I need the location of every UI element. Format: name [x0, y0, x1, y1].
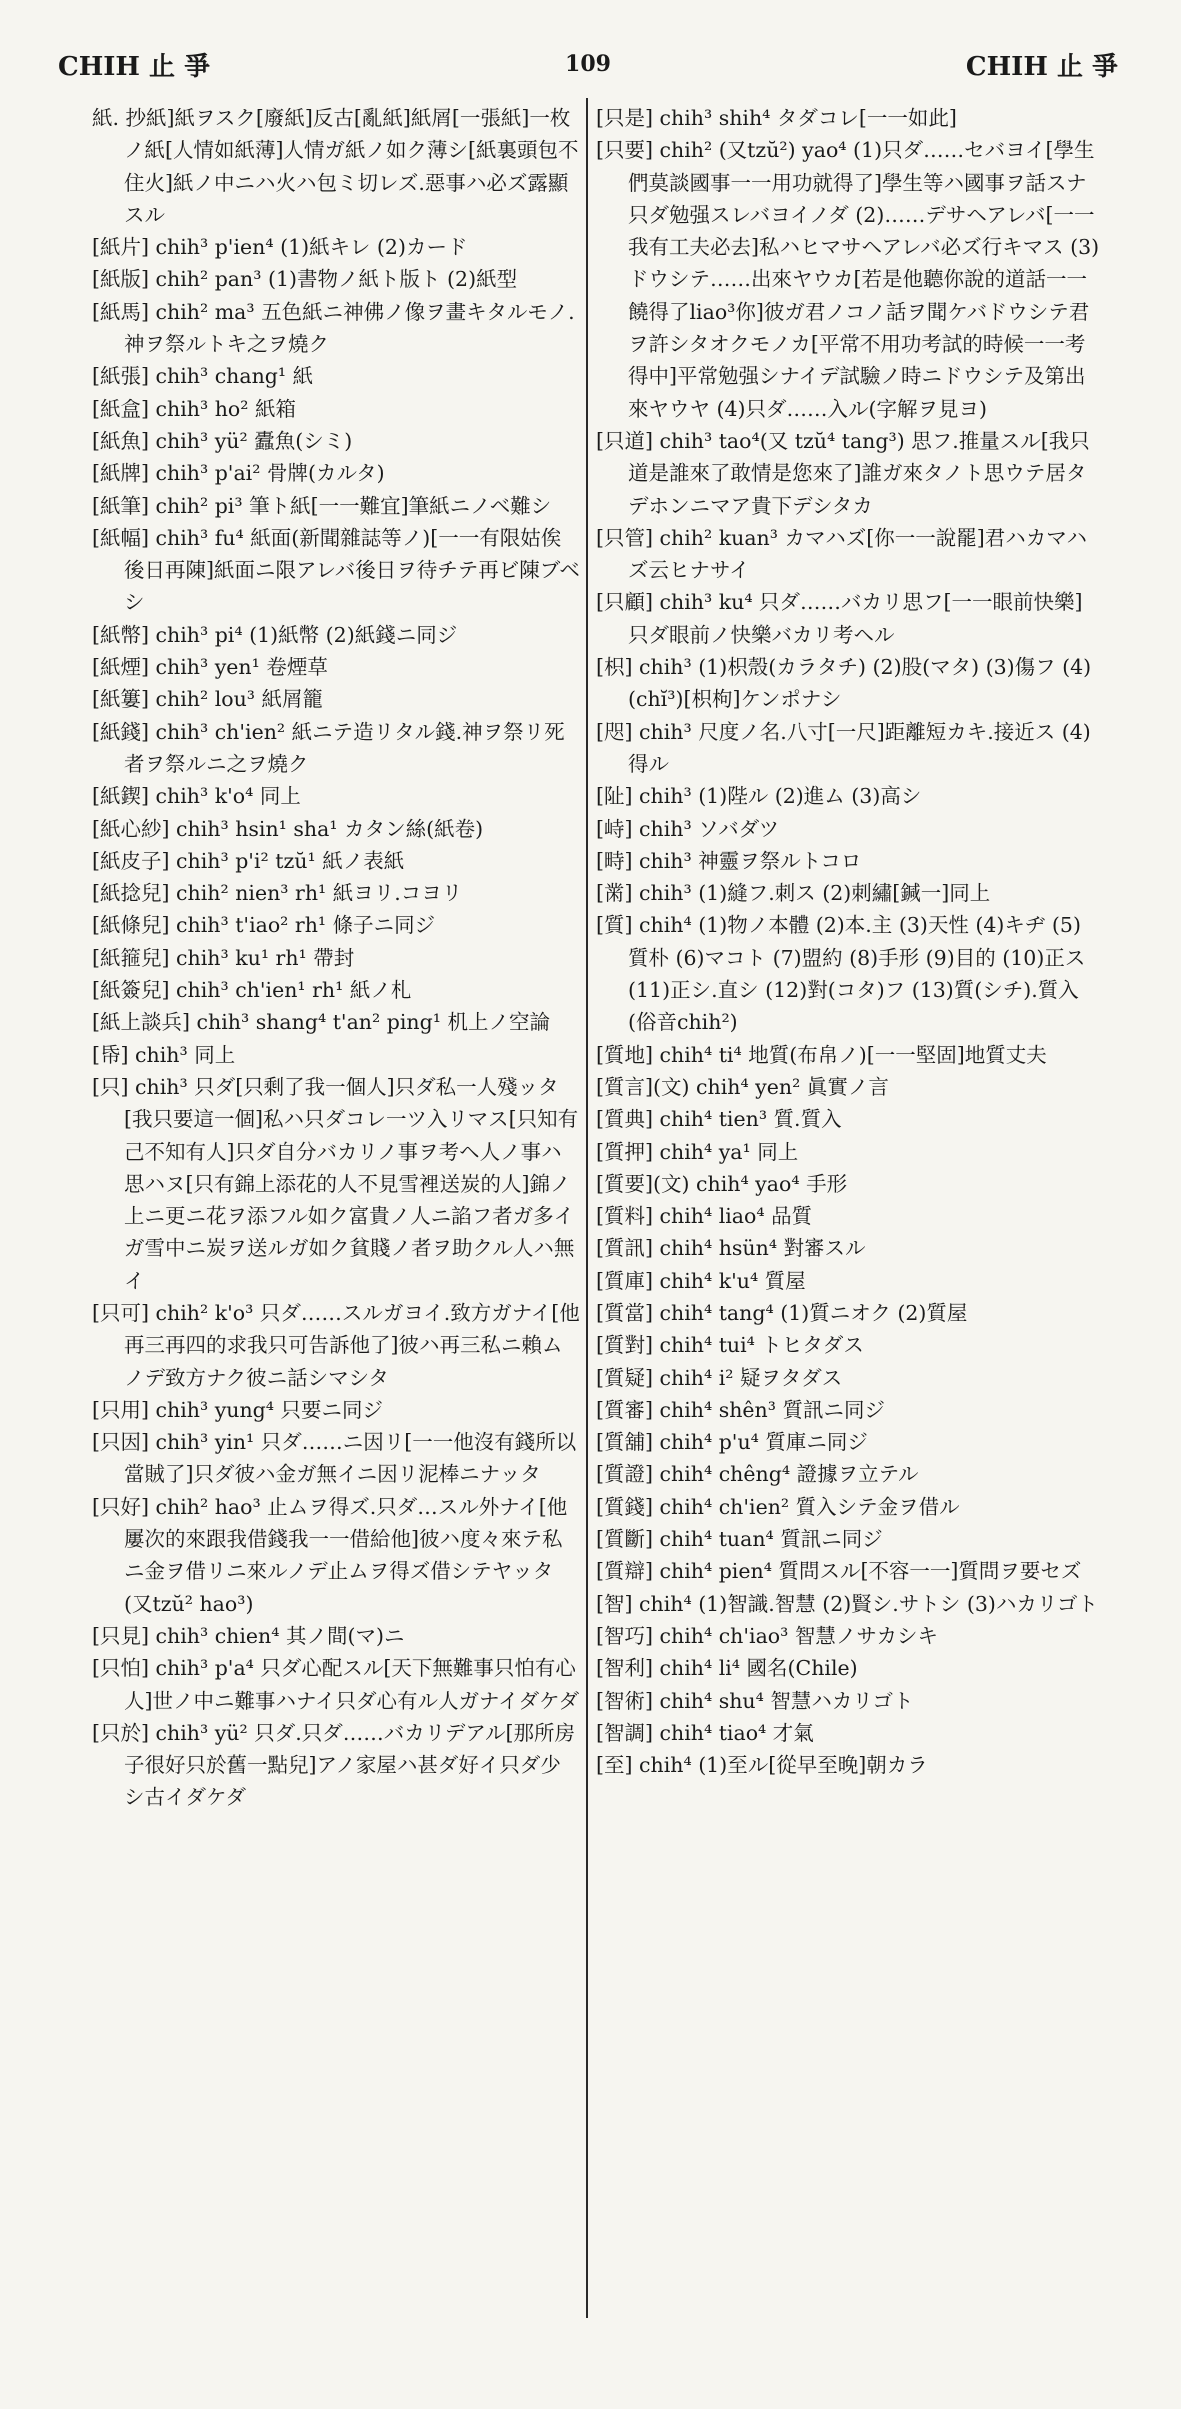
dictionary-entry: [紙片] chih³ p'ien⁴ (1)紙キレ (2)カード — [92, 235, 468, 260]
dictionary-entry: [只可] chih² k'o³ 只ダ……スルガヨイ.致方ガナイ[他再三再四的求我只可告訴他了]彼ハ再三私ニ賴ムノデ致方ナク彼ニ話シマシタ — [92, 1300, 580, 1390]
dictionary-entry: [質辯] chih⁴ pien⁴ 質問スル[不容一一]質問ヲ要セズ — [596, 1559, 1082, 1584]
dictionary-entry: [質庫] chih⁴ k'u⁴ 質屋 — [596, 1268, 806, 1293]
dictionary-entry: [質訊] chih⁴ hsün⁴ 對審スル — [596, 1236, 866, 1261]
dictionary-entry: [只怕] chih³ p'a⁴ 只ダ心配スル[天下無難事只怕有心人]世ノ中ニ難事ハナイ只ダ心有ル人ガナイダケダ — [92, 1656, 580, 1713]
dictionary-entry: [紙筆] chih² pi³ 筆ト紙[一一難宜]筆紙ニノベ難シ — [92, 493, 552, 518]
dictionary-entry: [峙] chih³ ソバダツ — [596, 816, 780, 841]
dictionary-entry: [紙鍥] chih³ k'o⁴ 同上 — [92, 784, 301, 809]
dictionary-entry: [紙簽兒] chih³ ch'ien¹ rh¹ 紙ノ札 — [92, 978, 412, 1003]
dictionary-entry: [黹] chih³ (1)縫フ.刺ス (2)刺繡[鍼一]同上 — [596, 881, 991, 906]
dictionary-entry: [質斷] chih⁴ tuan⁴ 質訊ニ同ジ — [596, 1527, 883, 1552]
dictionary-entry: [紙箍兒] chih³ ku¹ rh¹ 帶封 — [92, 945, 355, 970]
dictionary-entry: [紙心紗] chih³ hsin¹ sha¹ カタン絲(紙卷) — [92, 816, 484, 841]
column-divider — [586, 98, 588, 2318]
dictionary-entry: [質言](文) chih⁴ yen² 眞實ノ言 — [596, 1074, 889, 1099]
dictionary-entry: [紙煙] chih³ yen¹ 卷煙草 — [92, 655, 328, 680]
dictionary-entry: [智調] chih⁴ tiao⁴ 才氣 — [596, 1720, 814, 1745]
dictionary-entry: [只是] chih³ shih⁴ タダコレ[一一如此] — [596, 106, 957, 130]
dictionary-entry: [紙魚] chih³ yü² 蠹魚(シミ) — [92, 428, 353, 453]
page-header — [58, 44, 1118, 84]
dictionary-entry: [至] chih⁴ (1)至ル[從早至晚]朝カラ — [596, 1753, 928, 1778]
dictionary-entry: [只管] chih² kuan³ カマハズ[你一一說罷]君ハカマハズ云ヒナサイ — [596, 525, 1088, 583]
dictionary-entry: [紙幅] chih³ fu⁴ 紙面(新聞雜誌等ノ)[一一有限姑俟後日再陳]紙面ニ限アレバ後日ヲ待チテ再ビ陳ブベシ — [92, 525, 580, 615]
header-left: CHIH 止 爭 — [58, 51, 211, 82]
dictionary-entry: [質要](文) chih⁴ yao⁴ 手形 — [596, 1171, 848, 1196]
dictionary-entry: [只用] chih³ yung⁴ 只要ニ同ジ — [92, 1397, 384, 1422]
header-right: CHIH 止 爭 — [965, 51, 1118, 82]
dictionary-entry: [紙錢] chih³ ch'ien² 紙ニテ造リタル錢.神ヲ祭リ死者ヲ祭ルニ之ヲ燒ク — [92, 719, 565, 776]
dictionary-entry: [枳] chih³ (1)枳殼(カラタチ) (2)股(マタ) (3)傷フ (4)(chĭ³)[枳枸]ケンポナシ — [596, 655, 1092, 712]
dictionary-entry: [紙上談兵] chih³ shang⁴ t'an² ping¹ 机上ノ空論 — [92, 1010, 550, 1035]
dictionary-entry: [紙牌] chih³ p'ai² 骨牌(カルタ) — [92, 461, 385, 486]
dictionary-entry: [只見] chih³ chien⁴ 其ノ間(マ)ニ — [92, 1623, 405, 1648]
dictionary-entry: [只顧] chih³ ku⁴ 只ダ……バカリ思フ[一一眼前快樂]只ダ眼前ノ快樂バカリ考ヘル — [596, 590, 1083, 647]
dictionary-entry: [質對] chih⁴ tui⁴ トヒタダス — [596, 1333, 864, 1358]
dictionary-entry: [質錢] chih⁴ ch'ien² 質入シテ金ヲ借ル — [596, 1494, 960, 1519]
dictionary-entry: [紙馬] chih² ma³ 五色紙ニ神佛ノ像ヲ畫キタルモノ.神ヲ祭ルトキ之ヲ燒ク — [92, 299, 575, 357]
dictionary-entry: [畤] chih³ 神靈ヲ祭ルトコロ — [596, 848, 862, 873]
dictionary-entry: [紙捻兒] chih² nien³ rh¹ 紙ヨリ.コヨリ — [92, 881, 463, 906]
dictionary-entry: [質舖] chih⁴ p'u⁴ 質庫ニ同ジ — [596, 1430, 868, 1455]
dictionary-entry: [只好] chih² hao³ 止ムヲ得ズ.只ダ…スル外ナイ[他屢次的來跟我借錢我一一借給他]彼ハ度々來テ私ニ金ヲ借リニ來ルノデ止ムヲ得ズ借シテヤッタ(又tzŭ² hao³) — [92, 1494, 568, 1616]
dictionary-entry: [質審] chih⁴ shên³ 質訊ニ同ジ — [596, 1397, 885, 1422]
dictionary-entry: [質證] chih⁴ chêng⁴ 證據ヲ立テル — [596, 1462, 919, 1487]
page-number: 109 — [565, 51, 611, 77]
dictionary-entry: [智巧] chih⁴ ch'iao³ 智慧ノサカシキ — [596, 1623, 938, 1648]
dictionary-entry: [質地] chih⁴ ti⁴ 地質(布帛ノ)[一一堅固]地質丈夫 — [596, 1042, 1047, 1067]
dictionary-entry: 紙. 抄紙]紙ヲスク[廢紙]反古[亂紙]紙屑[一張紙]一枚ノ紙[人情如紙薄]人情ガ紙ノ如ク薄シ[紙裏頭包不住火]紙ノ中ニハ火ハ包ミ切レズ.惡事ハ必ズ露顯スル — [92, 106, 579, 227]
dictionary-entry: [紙版] chih² pan³ (1)書物ノ紙ト版ト (2)紙型 — [92, 267, 518, 292]
dictionary-entry: [質當] chih⁴ tang⁴ (1)質ニオク (2)質屋 — [596, 1300, 968, 1325]
dictionary-entry: [阯] chih³ (1)陛ル (2)進ム (3)高シ — [596, 784, 922, 809]
dictionary-entry: [質] chih⁴ (1)物ノ本體 (2)本.主 (3)天性 (4)キヂ (5)質朴 (6)マコト (7)盟約 (8)手形 (9)目的 (10)正ス (11)正シ.直シ (12)對(コタ)フ (13)質(シチ).質入(俗音chih²) — [596, 913, 1086, 1035]
dictionary-entry: [質典] chih⁴ tien³ 質.質入 — [596, 1107, 842, 1132]
dictionary-entry: [只] chih³ 只ダ[只剩了我一個人]只ダ私一人殘ッタ[我只要這一個]私ハ只ダコレ一ツ入リマス[只知有己不知有人]只ダ自分バカリノ事ヲ考ヘ人ノ事ハ思ハヌ[只有錦上添花的人不見雪裡送炭的人]錦ノ上ニ更ニ花ヲ添フル如ク富貴ノ人ニ諂フ者ガ多イガ雪中ニ炭ヲ送ルガ如ク貧賤ノ者ヲ助クル人ハ無イ — [92, 1074, 579, 1293]
dictionary-entry: [紙簍] chih² lou³ 紙屑籠 — [92, 687, 324, 712]
left-column — [92, 102, 580, 2382]
dictionary-entry: [質押] chih⁴ ya¹ 同上 — [596, 1139, 799, 1164]
dictionary-entry: [紙盒] chih³ ho² 紙箱 — [92, 396, 296, 421]
dictionary-entry: [咫] chih³ 尺度ノ名.八寸[一尺]距離短カキ.接近ス (4)得ル — [596, 719, 1091, 776]
dictionary-entry: [智利] chih⁴ li⁴ 國名(Chile) — [596, 1656, 858, 1681]
dictionary-entry: [只道] chih³ tao⁴(又 tzŭ⁴ tang³) 思フ.推量スル[我只道是誰來了敢情是您來了]誰ガ來タノト思ウテ居タデホンニマア貴下デシタカ — [596, 428, 1090, 518]
dictionary-entry: [只要] chih² (又tzŭ²) yao⁴ (1)只ダ……セバヨイ[學生們莫談國事一一用功就得了]學生等ハ國事ヲ話スナ只ダ勉强スレバヨイノダ (2)……デサヘアレバ[一一我有工夫必去]私ハヒマサヘアレバ必ズ行キマス (3)ドウシテ……出來ヤウカ[若是他聽你說的道話一一饒得了liao³你]彼ガ君ノコノ話ヲ聞ケバドウシテ君ヲ許シタオクモノカ[平常不用功考試的時候一一考得中]平常勉强シナイデ試驗ノ時ニドウシテ及第出來ヤウヤ (4)只ダ……入ル(字解ヲ見ヨ) — [596, 138, 1100, 421]
dictionary-entry: [質料] chih⁴ liao⁴ 品質 — [596, 1204, 813, 1229]
dictionary-entry: [只因] chih³ yin¹ 只ダ……ニ因リ[一一他沒有錢所以當賊了]只ダ彼ハ金ガ無イニ因リ泥棒ニナッタ — [92, 1430, 577, 1487]
dictionary-entry: [紙幣] chih³ pi⁴ (1)紙幣 (2)紙錢ニ同ジ — [92, 622, 458, 647]
dictionary-entry: [紙條兒] chih³ t'iao² rh¹ 條子ニ同ジ — [92, 913, 436, 938]
dictionary-entry: [帋] chih³ 同上 — [92, 1042, 236, 1067]
dictionary-entry: [智] chih⁴ (1)智識.智慧 (2)賢シ.サトシ (3)ハカリゴト — [596, 1591, 1098, 1616]
dictionary-entry: [智術] chih⁴ shu⁴ 智慧ハカリゴト — [596, 1688, 914, 1713]
dictionary-entry: [質疑] chih⁴ i² 疑ヲタダス — [596, 1365, 843, 1390]
dictionary-entry: [紙張] chih³ chang¹ 紙 — [92, 364, 314, 389]
right-column — [596, 102, 1100, 2382]
dictionary-entry: [只於] chih³ yü² 只ダ.只ダ……バカリデアル[那所房子很好只於舊一點兒]アノ家屋ハ甚ダ好イ只ダ少シ古イダケダ — [92, 1720, 575, 1810]
dictionary-entry: [紙皮子] chih³ p'i² tzŭ¹ 紙ノ表紙 — [92, 848, 405, 873]
